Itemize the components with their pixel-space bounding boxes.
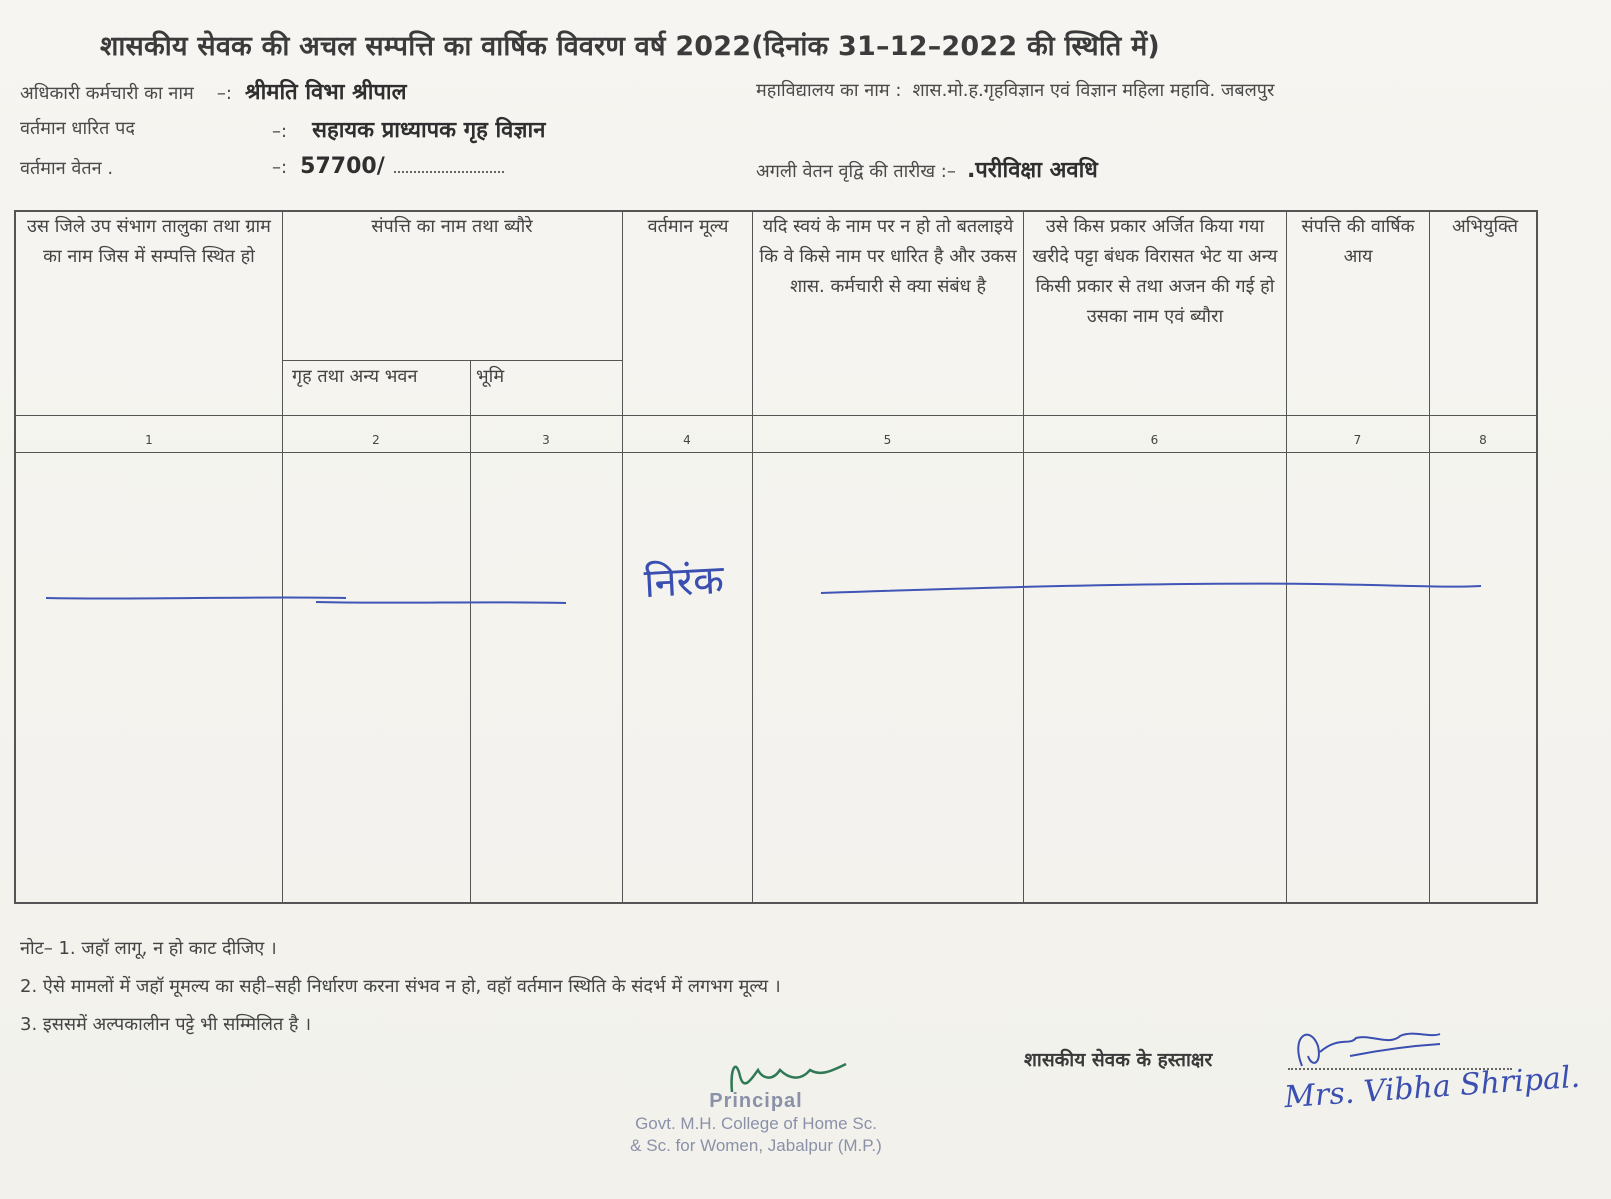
salary-sep: –: <box>272 157 288 178</box>
note-3: 3. इससमें अल्पकालीन पट्टे भी सम्मिलित है । <box>20 1014 312 1035</box>
header-property: संपत्ति का नाम तथा ब्यौरे <box>371 216 533 237</box>
employee-signature-scribble <box>1290 1016 1460 1076</box>
college-row <box>756 78 1274 102</box>
stamp-line-2: & Sc. for Women, Jabalpur (M.P.) <box>630 1136 882 1155</box>
col-number-1: 1 <box>145 433 153 447</box>
subheader-buildings: गृह तथा अन्य भवन <box>292 366 418 387</box>
note-1: नोट– 1. जहॉ लागू, न हो काट दीजिए । <box>20 938 277 959</box>
college-value: शास.मो.ह.गृहविज्ञान एवं विज्ञान महिला महावि. जबलपुर <box>912 80 1275 101</box>
name-label: अधिकारी कर्मचारी का नाम <box>20 83 194 104</box>
header-held-name: यदि स्वयं के नाम पर न हो तो बतलाइये कि वे किसे नाम पर धारित है और उकस शास. कर्मचारी से क्या संबंध है <box>759 216 1017 297</box>
col-number-4: 4 <box>683 433 691 447</box>
post-label: वर्तमान धारित पद <box>20 118 135 139</box>
property-table <box>14 210 1538 904</box>
name-sep: –: <box>216 83 232 104</box>
col-number-3: 3 <box>542 433 550 447</box>
handwritten-strike-lines <box>16 212 1536 902</box>
principal-stamp <box>596 1090 916 1157</box>
increment-value: .परीविक्षा अवधि <box>966 158 1098 183</box>
header-current-value: वर्तमान मूल्य <box>647 216 729 237</box>
page-title: शासकीय सेवक की अचल सम्पत्ति का वार्षिक विवरण वर्ष 2022(दिनांक 31–12–2022 की स्थिति में) <box>100 31 1160 62</box>
header-location: उस जिले उप संभाग तालुका तथा ग्राम का नाम जिस में सम्पत्ति स्थित हो <box>27 216 271 267</box>
salary-value: 57700/ <box>300 154 385 179</box>
salary-row <box>20 156 113 180</box>
post-value: सहायक प्राध्यापक गृह विज्ञान <box>312 118 546 143</box>
post-row <box>20 116 135 140</box>
employee-signature-name: Mrs. Vibha Shripal. <box>1283 1059 1582 1116</box>
stamp-line-1: Govt. M.H. College of Home Sc. <box>635 1114 877 1133</box>
col-number-6: 6 <box>1150 433 1159 447</box>
header-annual-income: संपत्ति की वार्षिक आय <box>1301 216 1415 267</box>
note-2: 2. ऐसे मामलों में जहॉ मूमल्य का सही–सही निर्धारण करना संभव न हो, वहॉ वर्तमान स्थिति के संदर्भ में लगभग मूल्य । <box>20 976 781 997</box>
increment-label: अगली वेतन वृद्वि की तारीख :– <box>756 161 956 182</box>
col-number-5: 5 <box>883 433 892 447</box>
salary-dots <box>394 171 504 173</box>
header-remarks: अभियुक्ति <box>1451 216 1519 237</box>
name-row <box>20 76 407 106</box>
post-sep: –: <box>272 121 288 142</box>
subheader-land: भूमि <box>476 366 505 387</box>
header-acquisition: उसे किस प्रकार अर्जित किया गया खरीदे पट्टा बंधक विरासत भेट या अन्य किसी प्रकार से तथा अजन की गई हो उसका नाम एवं ब्यौरा <box>1032 216 1278 327</box>
stamp-title: Principal <box>709 1090 803 1112</box>
col-number-2: 2 <box>372 433 380 447</box>
college-label: महाविद्यालय का नाम : <box>756 80 902 101</box>
salary-label: वर्तमान वेतन . <box>20 158 114 179</box>
post-value-row <box>272 114 545 144</box>
handwritten-nil-entry: निरंक <box>642 556 725 608</box>
col-number-7: 7 <box>1353 433 1362 447</box>
col-number-8: 8 <box>1479 433 1487 447</box>
salary-value-row <box>272 154 504 179</box>
increment-row <box>756 154 1098 184</box>
name-value: श्रीमति विभा श्रीपाल <box>245 80 407 105</box>
signature-label: शासकीय सेवक के हस्ताक्षर <box>1024 1049 1213 1071</box>
